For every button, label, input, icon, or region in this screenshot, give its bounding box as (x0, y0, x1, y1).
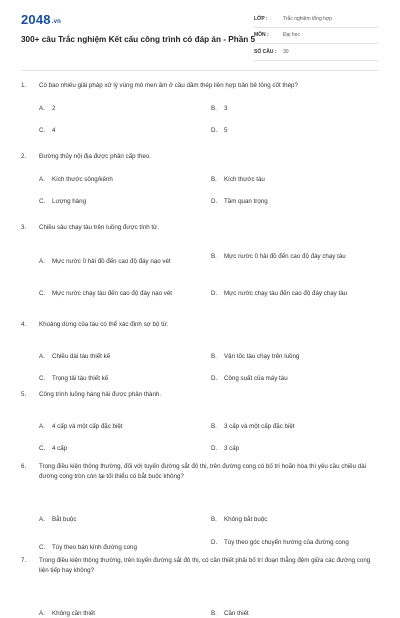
document-header (0, 0, 400, 66)
question-item (21, 390, 381, 452)
option-a[interactable] (39, 352, 209, 361)
option-text: Lượng hàng (52, 197, 87, 205)
option-d[interactable] (211, 374, 381, 383)
option-a[interactable] (39, 175, 209, 184)
option-text: Không bắt buộc (224, 516, 268, 523)
question-item (21, 81, 381, 134)
option-letter: B. (211, 610, 217, 617)
option-letter: C. (39, 289, 46, 297)
option-letter: A. (39, 104, 45, 112)
option-text: Tầm quan trọng (224, 197, 268, 205)
option-letter: B. (211, 422, 217, 430)
question-body: Đường thủy nội địa được phân cấp theo. (39, 153, 152, 160)
option-a[interactable] (39, 104, 209, 113)
question-number: 2. (21, 153, 27, 160)
option-a[interactable] (39, 257, 209, 266)
question-body: Chiều sâu chạy tàu trên luồng được tính từ. (39, 224, 160, 231)
question-number: 5. (21, 391, 27, 398)
question-body: Trong điều kiện thông thường, trên tuyến đường sắt đô thị, có cần thiết phải bố trí đoạn thẳng đệm giữa các đường cong liên tiếp hay không? (39, 557, 371, 574)
option-b[interactable] (211, 352, 381, 361)
meta-row-class (254, 11, 378, 28)
option-text: Vận tốc tàu chạy trên luồng (224, 352, 300, 360)
option-letter: D. (211, 197, 218, 205)
option-text: 4 cấp (52, 444, 68, 452)
option-d[interactable] (211, 126, 381, 135)
option-b[interactable] (211, 515, 381, 524)
option-letter: B. (211, 352, 217, 360)
option-a[interactable] (39, 422, 209, 431)
option-b[interactable] (211, 252, 381, 261)
logo-text: 2048 (21, 12, 51, 27)
option-d[interactable] (211, 289, 381, 298)
question-item (21, 152, 381, 205)
question-number: 3. (21, 224, 27, 231)
option-text: Mực nước chạy tàu đến cao độ đáy nạo vét (52, 289, 173, 297)
option-b[interactable] (211, 422, 381, 431)
question-body: Công trình luồng hàng hải được phân thành. (39, 391, 162, 398)
option-d[interactable] (211, 444, 381, 453)
document-title: 300+ câu Trắc nghiệm Kết cấu công trình có đáp án - Phần 5 (21, 35, 256, 44)
question-text (21, 223, 381, 233)
option-letter: D. (211, 374, 218, 382)
question-text (21, 462, 381, 481)
logo-suffix: .vn (51, 19, 62, 25)
option-letter: B. (211, 104, 217, 112)
option-a[interactable] (39, 515, 209, 524)
question-number: 1. (21, 82, 27, 89)
option-b[interactable] (211, 104, 381, 113)
meta-info-table (254, 11, 378, 61)
option-d[interactable] (211, 197, 381, 206)
option-text: Không cần thiết (52, 610, 96, 617)
option-letter: C. (39, 444, 46, 452)
option-a[interactable] (39, 609, 209, 618)
option-b[interactable] (211, 175, 381, 184)
header-divider (21, 70, 379, 71)
option-letter: B. (211, 516, 217, 523)
question-item (21, 556, 381, 617)
option-text: Công suất của máy tàu (224, 374, 288, 382)
option-text: 3 cấp và một cấp đặc biệt (224, 422, 295, 430)
meta-row-subject (254, 28, 378, 45)
option-text: Bắt buộc (52, 516, 77, 523)
question-text (21, 320, 381, 330)
question-number: 4. (21, 321, 27, 328)
option-c[interactable] (39, 543, 209, 552)
question-body: Có bao nhiêu giải pháp xử lý vùng mô men âm ở cầu dầm thép liên hợp bản bê tông cốt thép? (39, 82, 298, 89)
option-text: Kích thước tàu (224, 175, 265, 183)
meta-row-count (254, 44, 378, 61)
option-text: 4 (52, 126, 56, 134)
option-c[interactable] (39, 126, 209, 135)
meta-label: LỚP : (254, 15, 268, 22)
option-letter: D. (211, 444, 218, 452)
option-text: Trọng tải tàu thiết kế (52, 374, 109, 382)
option-letter: A. (39, 257, 45, 265)
question-item (21, 223, 381, 297)
question-body: Trong điều kiện thông thường, đối với tuyến đường sắt đô thị, trên đường cong có bố trí hoãn hòa thì yêu cầu chiều dài đường cong tròn còn lại tối thiểu có bắt buộc không? (39, 463, 367, 480)
meta-value: Trắc nghiệm tổng hợp (283, 15, 332, 22)
option-letter: D. (211, 539, 218, 546)
option-d[interactable] (211, 538, 381, 547)
meta-label: MÔN : (254, 32, 269, 39)
site-logo[interactable] (21, 12, 61, 27)
option-letter: D. (211, 126, 218, 134)
option-text: Chiều dài tàu thiết kế (52, 352, 111, 360)
option-text: 3 (224, 104, 228, 112)
question-item (21, 320, 381, 382)
option-letter: A. (39, 352, 45, 360)
option-text: 5 (224, 126, 228, 134)
option-letter: A. (39, 175, 45, 183)
option-b[interactable] (211, 609, 381, 618)
option-c[interactable] (39, 289, 209, 298)
option-letter: A. (39, 422, 45, 430)
option-text: 2 (52, 104, 56, 112)
option-letter: C. (39, 126, 46, 134)
option-text: Kích thước sông/kênh (52, 175, 113, 183)
meta-label: SỐ CÂU : (254, 48, 277, 55)
option-text: Tùy theo góc chuyển hướng của đường cong (224, 539, 349, 546)
option-text: 3 cấp (224, 444, 240, 452)
option-letter: A. (39, 610, 45, 617)
option-text: Mực nước 0 hải đồ đến cao độ đáy chạy tàu (224, 252, 346, 260)
question-number: 6. (21, 463, 27, 470)
option-letter: A. (39, 516, 45, 523)
option-letter: C. (39, 374, 46, 382)
option-c[interactable] (39, 374, 209, 383)
option-letter: B. (211, 252, 217, 260)
question-text (21, 152, 381, 162)
question-item (21, 462, 381, 551)
option-text: 4 cấp và một cấp đặc biệt (52, 422, 123, 430)
option-text: Tùy theo bán kính đường cong (52, 544, 137, 551)
meta-value: Đại học (283, 32, 300, 39)
option-letter: D. (211, 289, 218, 297)
option-text: Cần thiết (224, 610, 249, 617)
option-text: Mực nước chạy tàu đến cao độ đáy chạy tàu (224, 289, 348, 297)
option-c[interactable] (39, 444, 209, 453)
question-body: Khoảng dừng của tàu có thể xác định sơ bộ từ. (39, 321, 169, 328)
question-text (21, 390, 381, 400)
option-letter: B. (211, 175, 217, 183)
question-number: 7. (21, 557, 27, 564)
question-text (21, 556, 381, 575)
option-c[interactable] (39, 197, 209, 206)
question-text (21, 81, 381, 91)
meta-value: 30 (283, 48, 289, 55)
option-text: Mực nước 0 hải đồ đến cao độ đáy nạo vét (52, 257, 171, 265)
option-letter: C. (39, 544, 46, 551)
option-letter: C. (39, 197, 46, 205)
